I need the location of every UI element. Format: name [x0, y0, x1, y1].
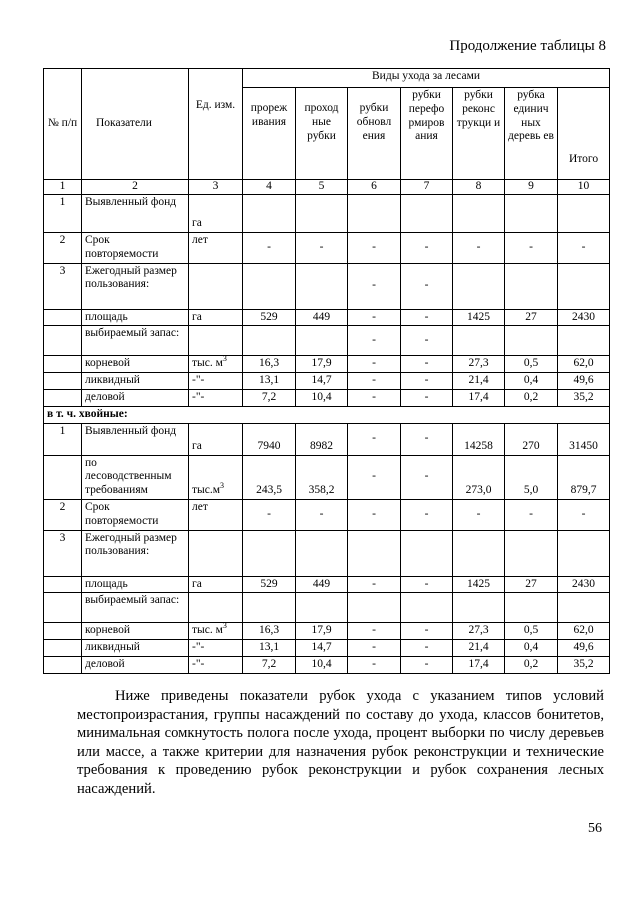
- header-col-reformation: рубки перефо рмиров ания: [401, 88, 453, 180]
- cell-value: 7,2: [243, 389, 296, 406]
- table-row: [44, 593, 610, 623]
- cell-value: -: [401, 640, 453, 657]
- page-number: 56: [588, 821, 602, 836]
- cell-value: -: [401, 373, 453, 390]
- row-unit: -"-: [189, 389, 243, 406]
- header-group: Виды ухода за лесами: [243, 69, 610, 88]
- cell-value: 0,5: [505, 356, 558, 373]
- cell-value: 17,4: [453, 389, 505, 406]
- cell-value: -: [348, 389, 401, 406]
- table-row: [44, 423, 610, 455]
- row-label: корневой: [82, 356, 189, 373]
- header-col-passage: проход ные рубки: [296, 88, 348, 180]
- cell-value: 16,3: [243, 623, 296, 640]
- col-number: 10: [558, 180, 610, 195]
- cell-value: -: [348, 326, 401, 356]
- header-col-thinning: прореж ивания: [243, 88, 296, 180]
- cell-value: -: [243, 233, 296, 264]
- table-row: [44, 530, 610, 576]
- row-unit: тыс. $м^3$: [189, 356, 243, 373]
- cell-value: -: [401, 499, 453, 530]
- cell-value: -: [505, 499, 558, 530]
- cell-value: -: [348, 623, 401, 640]
- cell-value: 35,2: [558, 656, 610, 673]
- row-label: Ежегодный размер пользования:: [82, 530, 189, 576]
- cell-value: 273,0: [453, 455, 505, 499]
- table-row: [44, 356, 610, 373]
- row-unit: лет: [189, 233, 243, 264]
- cell-value: -: [348, 455, 401, 499]
- table-row: [44, 623, 610, 640]
- cell-value: 449: [296, 576, 348, 593]
- row-unit: га: [189, 576, 243, 593]
- row-number: 3: [44, 530, 82, 576]
- cell-value: 0,2: [505, 656, 558, 673]
- cell-value: -: [401, 309, 453, 326]
- cell-value: 2430: [558, 576, 610, 593]
- section-row: [44, 406, 610, 423]
- cell-value: 8982: [296, 423, 348, 455]
- row-label: деловой: [82, 389, 189, 406]
- cell-value: 270: [505, 423, 558, 455]
- cell-value: 49,6: [558, 373, 610, 390]
- cell-value: -: [296, 233, 348, 264]
- cell-value: 243,5: [243, 455, 296, 499]
- row-label: деловой: [82, 656, 189, 673]
- cell-value: 529: [243, 309, 296, 326]
- column-number-row: [44, 180, 610, 195]
- row-unit: $тыс.м^3$: [189, 455, 243, 499]
- col-number: 4: [243, 180, 296, 195]
- table-row: [44, 656, 610, 673]
- cell-value: 62,0: [558, 623, 610, 640]
- table-row: [44, 640, 610, 657]
- row-label: Срок повторяемости: [82, 233, 189, 264]
- cell-value: 17,4: [453, 656, 505, 673]
- row-unit: -"-: [189, 656, 243, 673]
- cell-value: 13,1: [243, 640, 296, 657]
- header-col-reconstruction: рубки реконс трукци и: [453, 88, 505, 180]
- cell-value: 13,1: [243, 373, 296, 390]
- cell-value: -: [401, 623, 453, 640]
- row-label: корневой: [82, 623, 189, 640]
- header-unit: Ед. изм.: [189, 69, 243, 180]
- header-num: № п/п: [44, 69, 82, 180]
- cell-value: -: [453, 233, 505, 264]
- cell-value: -: [348, 356, 401, 373]
- table-row: [44, 309, 610, 326]
- row-unit: га: [189, 195, 243, 233]
- cell-value: -: [348, 373, 401, 390]
- cell-value: 0,2: [505, 389, 558, 406]
- col-number: 5: [296, 180, 348, 195]
- cell-value: -: [401, 389, 453, 406]
- col-number: 7: [401, 180, 453, 195]
- cell-value: 27,3: [453, 623, 505, 640]
- row-unit: га: [189, 423, 243, 455]
- cell-value: -: [401, 576, 453, 593]
- cell-value: 2430: [558, 309, 610, 326]
- cell-value: 35,2: [558, 389, 610, 406]
- row-label: площадь: [82, 576, 189, 593]
- body-paragraph: Ниже приведены показатели рубок ухода с указанием типов условий местопроизрастания, группы насаждений по составу до ухода, классов бонитетов, минимальная сомкнутость полога после ухода, процент выборки по числу деревьев или массе, а также критерии для назначения рубок реконструкции и технические требования к проведению рубок реконструкции и рубок сохранения лесных насаждений.: [77, 688, 604, 797]
- cell-value: -: [401, 326, 453, 356]
- cell-value: 16,3: [243, 356, 296, 373]
- row-number: 3: [44, 263, 82, 309]
- table-row: [44, 576, 610, 593]
- cell-value: -: [348, 423, 401, 455]
- cell-value: 14,7: [296, 373, 348, 390]
- row-unit: га: [189, 309, 243, 326]
- cell-value: -: [348, 309, 401, 326]
- row-label: по лесоводственным требованиям: [82, 455, 189, 499]
- cell-value: -: [401, 455, 453, 499]
- header-indicators: Показатели: [82, 69, 189, 180]
- cell-value: 14,7: [296, 640, 348, 657]
- cell-value: 0,4: [505, 640, 558, 657]
- cell-value: 0,4: [505, 373, 558, 390]
- cell-value: -: [401, 656, 453, 673]
- cell-value: 21,4: [453, 640, 505, 657]
- row-label: ликвидный: [82, 373, 189, 390]
- row-label: площадь: [82, 309, 189, 326]
- table-row: [44, 499, 610, 530]
- table-row: [44, 373, 610, 390]
- table-row: [44, 455, 610, 499]
- cell-value: -: [401, 233, 453, 264]
- cell-value: 17,9: [296, 623, 348, 640]
- cell-value: 5,0: [505, 455, 558, 499]
- row-number: 2: [44, 233, 82, 264]
- cell-value: -: [348, 233, 401, 264]
- cell-value: 358,2: [296, 455, 348, 499]
- cell-value: -: [243, 499, 296, 530]
- cell-value: -: [348, 499, 401, 530]
- cell-value: 7940: [243, 423, 296, 455]
- cell-value: 0,5: [505, 623, 558, 640]
- cell-value: 7,2: [243, 656, 296, 673]
- table-row: [44, 326, 610, 356]
- cell-value: 1425: [453, 576, 505, 593]
- row-unit: -"-: [189, 373, 243, 390]
- col-number: 6: [348, 180, 401, 195]
- cell-value: 27: [505, 309, 558, 326]
- col-number: 3: [189, 180, 243, 195]
- cell-value: -: [453, 499, 505, 530]
- row-label: Выявленный фонд: [82, 195, 189, 233]
- col-number: 8: [453, 180, 505, 195]
- cell-value: 49,6: [558, 640, 610, 657]
- cell-value: -: [401, 356, 453, 373]
- cell-value: -: [505, 233, 558, 264]
- table-row: [44, 233, 610, 264]
- cell-value: 27: [505, 576, 558, 593]
- cell-value: -: [558, 233, 610, 264]
- cell-value: 879,7: [558, 455, 610, 499]
- row-number: 2: [44, 499, 82, 530]
- row-label: Ежегодный размер пользования:: [82, 263, 189, 309]
- row-number: 1: [44, 423, 82, 455]
- cell-value: 14258: [453, 423, 505, 455]
- forest-care-table: [43, 68, 610, 674]
- cell-value: -: [348, 263, 401, 309]
- table-caption: Продолжение таблицы 8: [449, 38, 606, 54]
- cell-value: -: [558, 499, 610, 530]
- header-col-renewal: рубки обновл ения: [348, 88, 401, 180]
- col-number: 1: [44, 180, 82, 195]
- cell-value: -: [401, 423, 453, 455]
- cell-value: 21,4: [453, 373, 505, 390]
- table-row: [44, 263, 610, 309]
- cell-value: 62,0: [558, 356, 610, 373]
- header-col-total: Итого: [558, 88, 610, 180]
- cell-value: 31450: [558, 423, 610, 455]
- row-label: Срок повторяемости: [82, 499, 189, 530]
- row-unit: -"-: [189, 640, 243, 657]
- cell-value: 449: [296, 309, 348, 326]
- col-number: 9: [505, 180, 558, 195]
- col-number: 2: [82, 180, 189, 195]
- section-title: в т. ч. хвойные:: [44, 406, 610, 423]
- header-col-single-trees: рубка единич ных деревь ев: [505, 88, 558, 180]
- cell-value: -: [348, 576, 401, 593]
- row-label: выбираемый запас:: [82, 326, 189, 356]
- table-row: [44, 389, 610, 406]
- row-number: 1: [44, 195, 82, 233]
- cell-value: -: [348, 656, 401, 673]
- cell-value: 529: [243, 576, 296, 593]
- cell-value: -: [296, 499, 348, 530]
- cell-value: 10,4: [296, 389, 348, 406]
- cell-value: 27,3: [453, 356, 505, 373]
- cell-value: 17,9: [296, 356, 348, 373]
- header-row-1: [44, 69, 610, 88]
- cell-value: -: [348, 640, 401, 657]
- row-label: выбираемый запас:: [82, 593, 189, 623]
- cell-value: 1425: [453, 309, 505, 326]
- row-unit: лет: [189, 499, 243, 530]
- table-row: [44, 195, 610, 233]
- row-unit: тыс. $м^3$: [189, 623, 243, 640]
- row-label: ликвидный: [82, 640, 189, 657]
- cell-value: -: [401, 263, 453, 309]
- row-label: Выявленный фонд: [82, 423, 189, 455]
- cell-value: 10,4: [296, 656, 348, 673]
